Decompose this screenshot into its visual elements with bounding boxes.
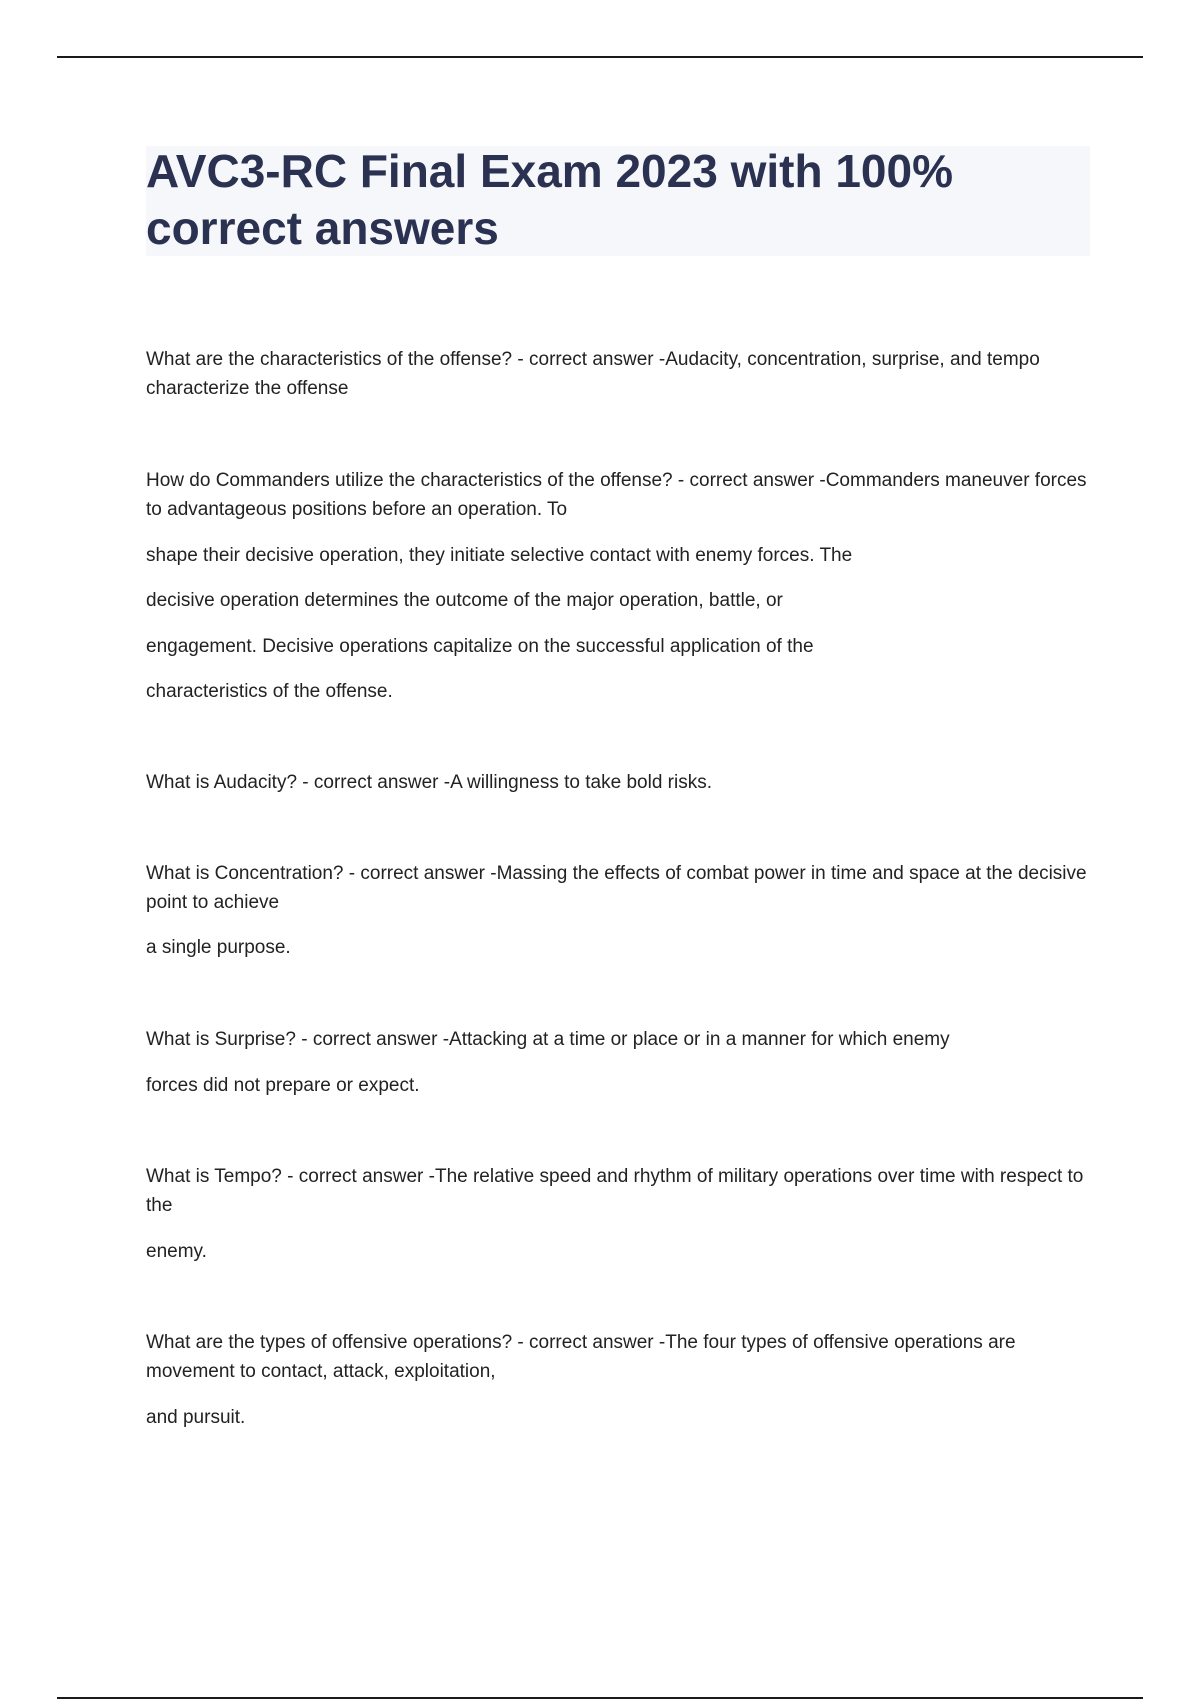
bottom-rule	[57, 1697, 1143, 1699]
qa-item-surprise	[146, 1025, 1096, 1100]
qa-text: What are the types of offensive operations? - correct answer -The four types of offensive operations are movement to contact, attack, exploitation,	[146, 1332, 1016, 1382]
qa-text: How do Commanders utilize the characteristics of the offense? - correct answer -Commanders maneuver forces to advantageous positions before an operation. To	[146, 470, 1087, 520]
qa-item-commanders	[146, 466, 1096, 706]
qa-text: What is Tempo? - correct answer -The relative speed and rhythm of military operations over time with respect to the	[146, 1166, 1084, 1216]
qa-text: What is Audacity? - correct answer -A willingness to take bold risks.	[146, 772, 713, 793]
qa-text: What are the characteristics of the offense? - correct answer -Audacity, concentration, surprise, and tempo characterize the offense	[146, 349, 1040, 399]
qa-continuation: decisive operation determines the outcome of the major operation, battle, or	[146, 590, 783, 611]
document-title: AVC3-RC Final Exam 2023 with 100% correct answers	[146, 145, 953, 254]
qa-continuation: forces did not prepare or expect.	[146, 1075, 420, 1096]
qa-text: What is Surprise? - correct answer -Attacking at a time or place or in a manner for which enemy	[146, 1029, 950, 1050]
qa-item-audacity	[146, 768, 1096, 797]
qa-item-concentration	[146, 859, 1096, 962]
qa-continuation: characteristics of the offense.	[146, 681, 393, 702]
qa-text: What is Concentration? - correct answer -Massing the effects of combat power in time and space at the decisive point to achieve	[146, 863, 1087, 913]
qa-item-characteristics	[146, 345, 1096, 403]
qa-continuation: and pursuit.	[146, 1407, 246, 1428]
top-rule	[57, 56, 1143, 58]
qa-continuation: a single purpose.	[146, 937, 291, 958]
qa-continuation: engagement. Decisive operations capitalize on the successful application of the	[146, 636, 814, 657]
qa-item-tempo	[146, 1162, 1096, 1266]
qa-item-offensive-types	[146, 1328, 1096, 1432]
qa-continuation: enemy.	[146, 1241, 207, 1262]
qa-continuation: shape their decisive operation, they initiate selective contact with enemy forces. The	[146, 545, 853, 566]
